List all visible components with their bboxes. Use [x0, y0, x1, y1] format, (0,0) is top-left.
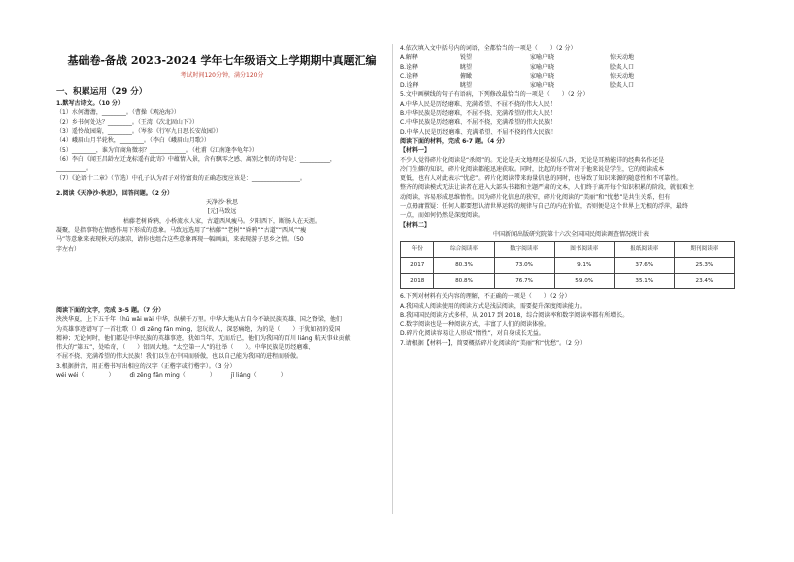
table-header-row [401, 242, 735, 258]
poem-author: [元]马致远 [207, 208, 237, 216]
table-cell: 76.7% [494, 273, 554, 289]
table-header-cell: 综合阅读率 [434, 242, 494, 258]
table-header-cell: 年份 [401, 242, 434, 258]
q1-line: （2）乡书何处达？________。（王湾《次北固山下》） [56, 118, 198, 126]
poem-text: 枯藤老树昏鸦，小桥流水人家，古道西风瘦马。夕阳西下，断肠人在天涯。 [122, 217, 321, 225]
poem-title: 天净沙·秋思 [206, 199, 238, 207]
poem-question: 凝聚，是指事物在情感作用下形成的意象。马致远选用了“枯藤”“老树”“昏鸦”“古道”“西风”“瘦 [56, 227, 307, 235]
q1-line: （1）水何澹澹，________。（曹操《观沧海》） [56, 109, 180, 117]
q5-option: A.中华人民是历经磨难、充满希望、不屈不挠的伟大人民！ [400, 100, 556, 108]
table-cell: 80.3% [434, 257, 494, 273]
poem-question: 字左右） [56, 245, 81, 253]
option-cell: B.诠释 [400, 63, 419, 71]
table-header-cell: 期刊阅读率 [674, 242, 734, 258]
reading-2-heading: 阅读下面的材料，完成 6-7 题。（4 分） [400, 137, 509, 145]
passage-line: 精神；无论何时，他们都是中华民族的英雄事迹，犹如当年，无而后已，他们为我国的百川 liáng 航天事业贡献 [56, 334, 351, 342]
option-cell: 眺望 [460, 63, 473, 71]
table-row [401, 257, 735, 273]
q4-option-row [400, 63, 742, 72]
option-cell: 家喻户晓 [530, 54, 555, 62]
question-5: 5.文中画横线的句子有语病，下列修改最恰当的一项是（ ）（2 分） [400, 91, 589, 99]
table-title: 中国新闻出版研究院第十六次全国国民阅读调查情况统计表 [492, 230, 649, 238]
table-header-cell: 图书阅读率 [554, 242, 614, 258]
option-cell: 家喻户晓 [530, 63, 555, 71]
material-line: 一点毋庸置疑：任何人都要想认清世界运转的规律与自己的内在价值，否则便是这个世界上无根的浮萍，最终 [400, 203, 689, 211]
material-line: 动阅读，容易形成思维惰性。因为碎片化信息的狭窄，碎片化阅读的“美丽”和“忧愁”是共生关系，但有 [400, 193, 671, 201]
poem-question: 马”等意象来表现秋天的凄凉，请你也组合这些意象再现一幅画面，来表现游子思乡之情。（50 [56, 236, 304, 244]
table-cell: 59.0% [554, 273, 614, 289]
material-1-label: 【材料一】 [400, 147, 431, 155]
q4-option-row [400, 81, 742, 90]
passage-line: 为英雄事迹谱写了一首壮歌（）dì zēng fān ming，忽玩故人，深恶痛绝，为的是（ ）于犹如初的爱国 [56, 325, 341, 333]
column-divider [392, 44, 393, 514]
reading-rate-table [400, 241, 735, 289]
option-cell: D.诠释 [400, 82, 419, 90]
option-cell: 家喻户晓 [530, 82, 555, 90]
material-line: 整齐的阅读模式无法让读者在进入大部头书籍和主题严肃的文本，人们终于离开每个知识积累的阶段，就很难主 [400, 184, 695, 192]
section-heading: 一、积累运用（29 分） [56, 87, 148, 97]
material-line: 更低，也有人对此表示“忧虑”。碎片化阅读带来海量信息的同时，也导致了知识来源的随意性和不可靠性。 [400, 175, 683, 183]
q5-option: C.中华民族是历经磨难、不屈不挠，充满希望的伟大民族！ [400, 119, 557, 127]
material-line: 冷门生僻的知识，碎片化阅读都能迅速获取。同时，比起的每不管对于他来说是学生，它的阅读成本 [400, 165, 665, 173]
question-3: 3.根据拼音，用正楷书写出相应的汉字（正楷字或行楷字）。（3 分） [56, 362, 236, 370]
q4-option-row [400, 53, 742, 62]
question-1-heading: 1.默写古诗文。（10 分） [56, 100, 124, 108]
material-line: 一点，而如何仍然是深度阅读。 [400, 212, 485, 220]
right-column [400, 44, 742, 348]
option-cell: 俯瞰 [460, 72, 473, 80]
table-cell: 37.6% [614, 257, 674, 273]
table-cell: 9.1% [554, 257, 614, 273]
option-cell: 惊天动地 [610, 54, 635, 62]
q1-line: （6）李白《闻王昌龄左迁龙标遥有此寄》中蕴情入景，含有飘零之感、离别之恨的诗句是：__________， [56, 155, 336, 163]
q6-option: D.碎片化阅读容易让人形成“惰性”，对自身成长无益。 [400, 330, 545, 338]
table-cell: 25.3% [674, 257, 734, 273]
left-column [56, 86, 388, 380]
question-6: 6.下列对材料有关内容的理解，不正确的一项是（ ）（2 分） [400, 293, 571, 301]
table-cell: 80.8% [434, 273, 494, 289]
table-row [401, 273, 735, 289]
table-header-cell: 数字阅读率 [494, 242, 554, 258]
passage-line: 不屈不挠、充满希望的伟大民族！我们以生在中国而骄傲，也以自己能为我国的进程而骄傲。 [56, 353, 303, 361]
q4-option-row [400, 72, 742, 81]
option-cell: 家喻户晓 [530, 72, 555, 80]
q1-line: （5）________，谁为宫商角徵羽？____________。（杜甫《江南逢李龟年》） [56, 146, 258, 154]
question-7: 7.请根据【材料一】，简要概括碎片化阅读的“美丽”和“忧愁”。（2 分） [400, 339, 586, 347]
table-cell: 23.4% [674, 273, 734, 289]
q1-line: __________。 [56, 165, 93, 173]
exam-info: 考试时间120分钟，满分120分 [180, 72, 264, 79]
q6-option: B.我国国民阅读方式多样，从 2017 到 2018，综合阅读率和数字阅读率都有所增长。 [400, 311, 629, 319]
q5-option: B.中华民族是历经磨难，不屈不挠、充满希望的伟大人民！ [400, 110, 557, 118]
q6-option: A.我国成人阅读使用的阅读方式是浅层阅读，需要提升深度阅读能力。 [400, 302, 586, 310]
q1-line: （4）峨眉山月半轮秋，________。（李白《峨眉山月歌》） [56, 137, 210, 145]
q1-line: （3）遥怜故园菊，________。（岑参《行军九日思长安故园》） [56, 128, 222, 136]
page-title: 基础卷-备战 2023-2024 学年七年级语文上学期期中真题汇编 [67, 54, 377, 67]
option-cell: A.解释 [400, 54, 418, 62]
material-line: 不少人觉得碎片化阅读是“杀阅”的。无论是天文地理还是娱乐八卦，无论是耳熟能详的经典名作还是 [400, 156, 665, 164]
pinyin-prompts: wéi wéi（ ） dì zēng fān ming（ ） jǐ liáng（ ） [56, 372, 287, 379]
table-cell: 35.1% [614, 273, 674, 289]
option-cell: 眺望 [460, 82, 473, 90]
option-cell: 惊天动地 [610, 72, 635, 80]
reading-heading: 阅读下面的文字，完成 3-5 题。（7 分） [56, 306, 165, 314]
passage-line: 泱泱华夏，上下五千年（hū wǎi wài 中华，纵横千万里。中华大地从古自今不缺民族英雄、国之脊梁，他们 [56, 316, 342, 324]
option-cell: C.诠释 [400, 72, 419, 80]
option-cell: 脍炙人口 [610, 82, 635, 90]
option-cell: 脍炙人口 [610, 63, 635, 71]
q6-option: C.数字阅读也是一种阅读方式，丰富了人们的阅读体验。 [400, 321, 551, 329]
option-cell: 锐望 [460, 54, 473, 62]
table-cell: 73.0% [494, 257, 554, 273]
table-header-cell: 报纸阅读率 [614, 242, 674, 258]
table-cell: 2018 [401, 273, 434, 289]
q5-option: D.中华人民是历经磨难、充满希望、不屈不挠的伟大民族！ [400, 128, 557, 136]
q1-line: （7）《论语十二章》（节选）中孔子认为君子对待富贵的正确态度应该是：________________。 [56, 174, 306, 182]
question-2-heading: 2.阅读《天净沙·秋思》，回答问题。（2 分） [56, 189, 173, 197]
material-2-label: 【材料二】 [400, 221, 431, 229]
question-4: 4.依次填入文中括号内的词语，全都恰当的一项是（ ）（2 分） [400, 45, 577, 52]
passage-line: 伟大的“第五”，处哈奇，（ ）铝固大地。“太空第一人”的壮举（ ）。中华民族是历经磨难、 [56, 344, 315, 352]
table-cell: 2017 [401, 257, 434, 273]
